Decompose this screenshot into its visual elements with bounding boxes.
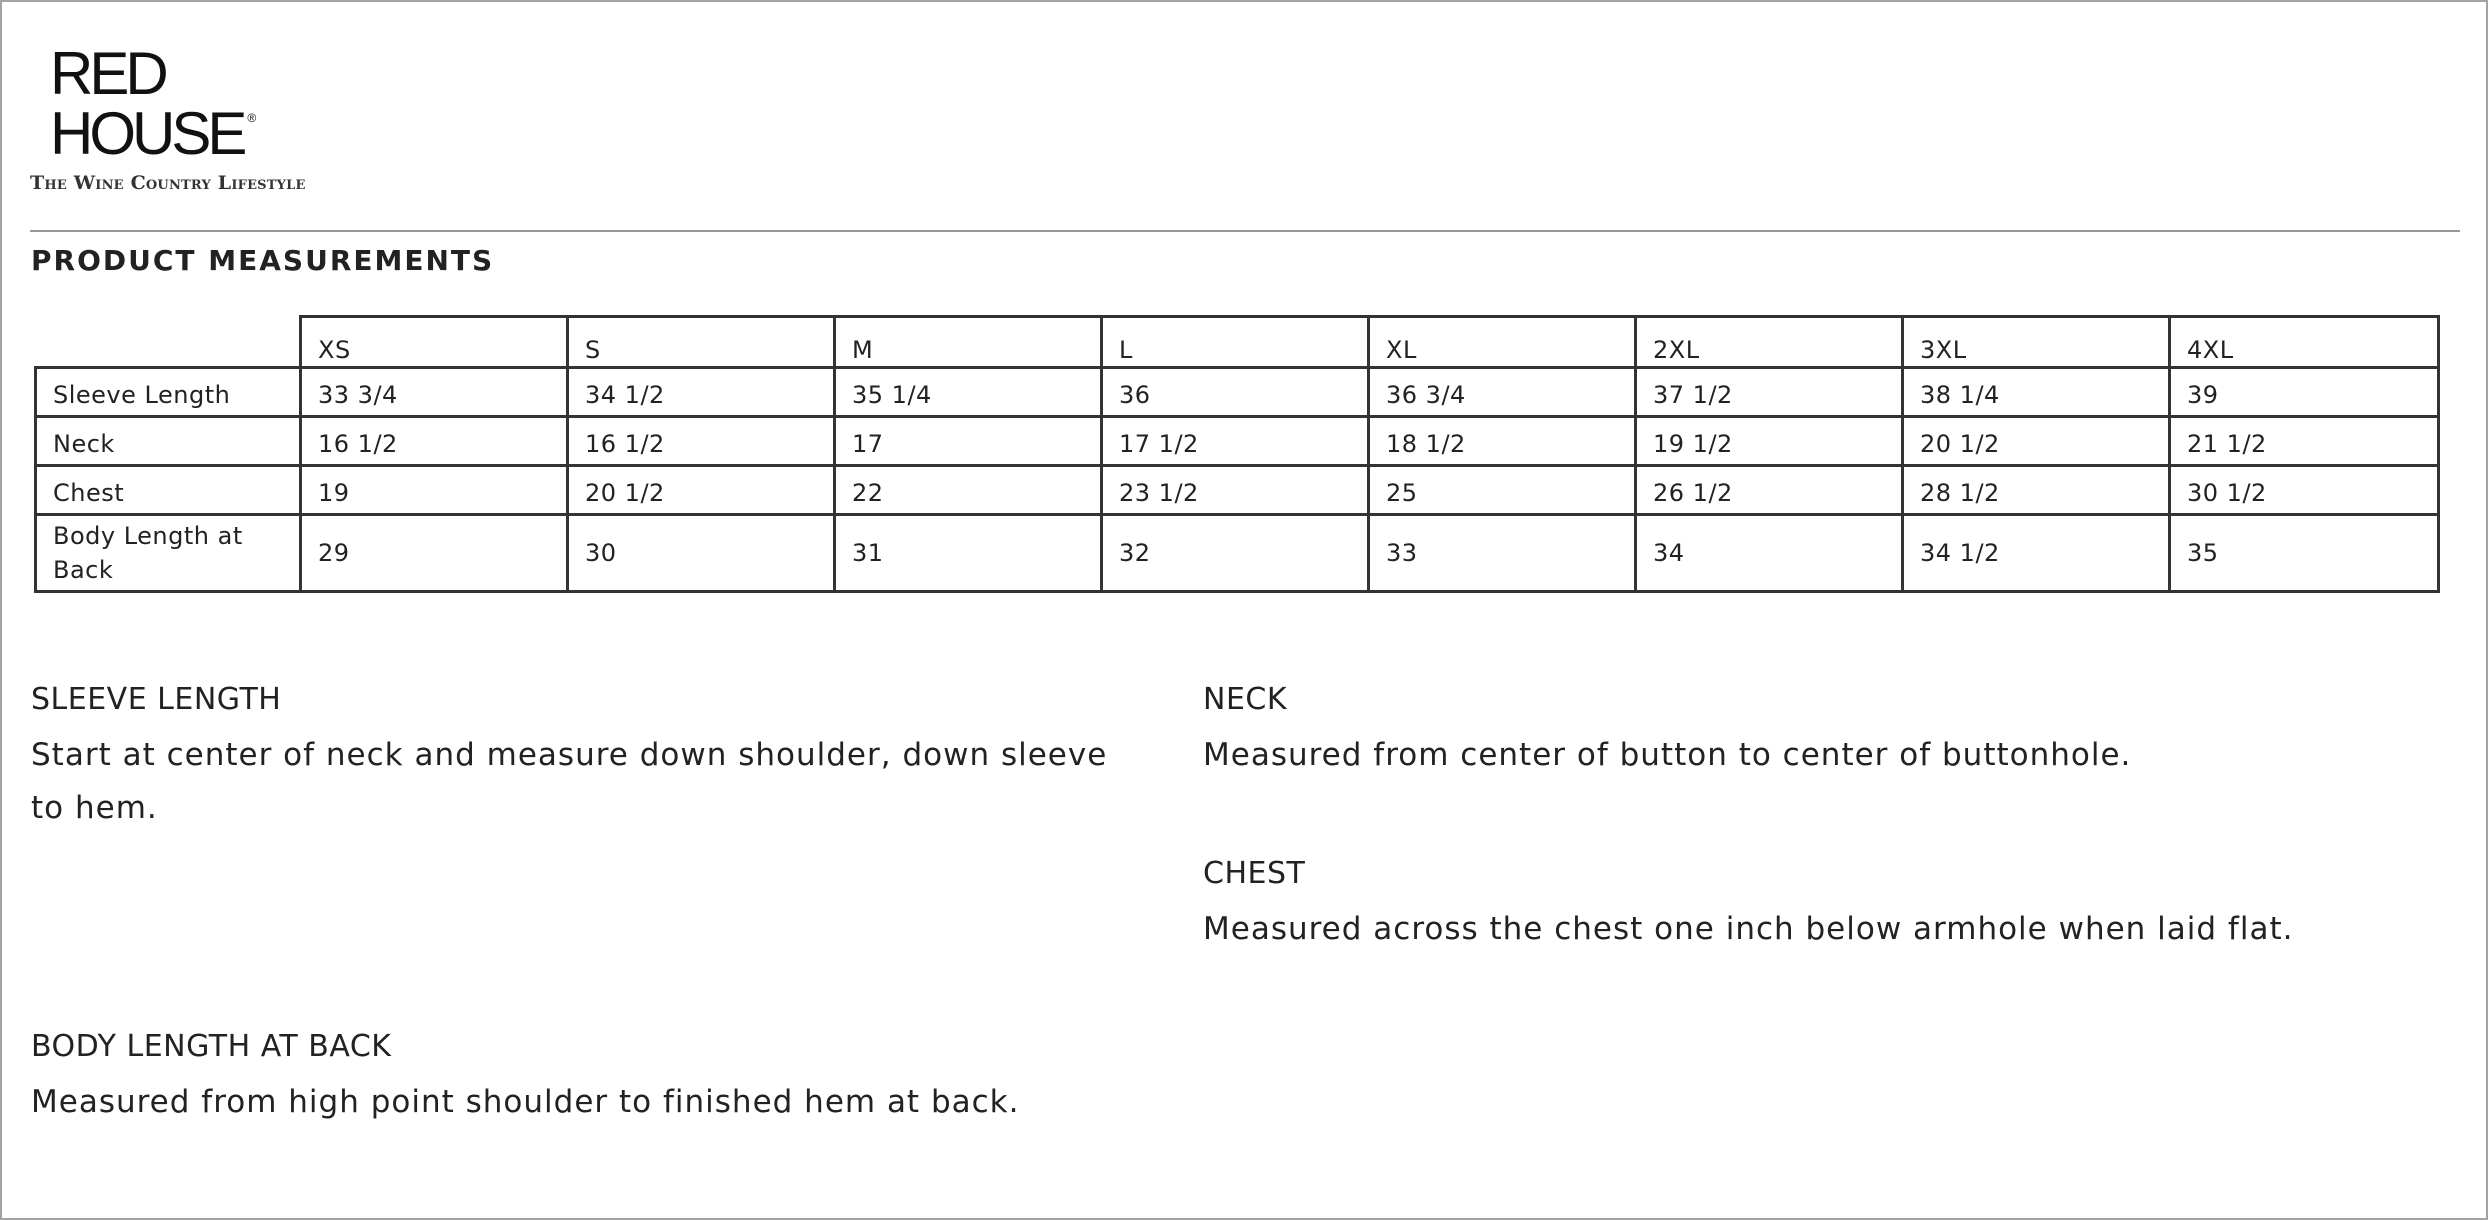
table-cell: 17 1/2: [1102, 417, 1369, 466]
table-cell: 30 1/2: [2170, 466, 2439, 515]
body-length-description: Measured from high point shoulder to finished hem at back.: [31, 1084, 1020, 1120]
table-row: [36, 466, 2439, 515]
table-cell: 37 1/2: [1636, 368, 1903, 417]
table-cell: 20 1/2: [568, 466, 835, 515]
size-header: M: [835, 317, 1102, 368]
table-cell: 20 1/2: [1903, 417, 2170, 466]
row-label: Body Length at Back: [36, 515, 301, 592]
table-cell: 23 1/2: [1102, 466, 1369, 515]
table-cell: 25: [1369, 466, 1636, 515]
table-cell: 35: [2170, 515, 2439, 592]
table-header-row: [36, 317, 2439, 368]
table-cell: 34: [1636, 515, 1903, 592]
size-header: XS: [301, 317, 568, 368]
table-cell: 32: [1102, 515, 1369, 592]
table-cell: 35 1/4: [835, 368, 1102, 417]
table-cell: 36 3/4: [1369, 368, 1636, 417]
table-row: [36, 417, 2439, 466]
row-label: Chest: [36, 466, 301, 515]
table-cell: 21 1/2: [2170, 417, 2439, 466]
table-cell: 33: [1369, 515, 1636, 592]
size-header: S: [568, 317, 835, 368]
registered-mark: ®: [247, 111, 257, 125]
table-cell: 22: [835, 466, 1102, 515]
sleeve-length-heading: SLEEVE LENGTH: [31, 682, 282, 717]
table-row: [36, 368, 2439, 417]
table-cell: 34 1/2: [1903, 515, 2170, 592]
neck-description: Measured from center of button to center of buttonhole.: [1203, 737, 2132, 773]
size-header: 4XL: [2170, 317, 2439, 368]
size-header: XL: [1369, 317, 1636, 368]
logo-tagline: The Wine Country Lifestyle: [30, 172, 306, 194]
table-corner-cell: [36, 317, 301, 368]
table-cell: 17: [835, 417, 1102, 466]
table-cell: 19 1/2: [1636, 417, 1903, 466]
chest-heading: CHEST: [1203, 856, 1306, 891]
table-cell: 16 1/2: [301, 417, 568, 466]
sleeve-length-description: Start at center of neck and measure down shoulder, down sleeve to hem.: [31, 737, 1108, 826]
table-cell: 16 1/2: [568, 417, 835, 466]
chest-description: Measured across the chest one inch below armhole when laid flat.: [1203, 911, 2294, 947]
table-cell: 33 3/4: [301, 368, 568, 417]
table-cell: 39: [2170, 368, 2439, 417]
table-cell: 26 1/2: [1636, 466, 1903, 515]
size-header: 3XL: [1903, 317, 2170, 368]
table-cell: 30: [568, 515, 835, 592]
table-cell: 28 1/2: [1903, 466, 2170, 515]
table-cell: 34 1/2: [568, 368, 835, 417]
size-header: 2XL: [1636, 317, 1903, 368]
table-cell: 36: [1102, 368, 1369, 417]
measurements-table: [34, 315, 2440, 593]
header-divider: [30, 230, 2460, 232]
table-cell: 31: [835, 515, 1102, 592]
table-cell: 29: [301, 515, 568, 592]
section-title: PRODUCT MEASUREMENTS: [31, 244, 495, 277]
row-label: Neck: [36, 417, 301, 466]
table-cell: 18 1/2: [1369, 417, 1636, 466]
red-house-logo: [30, 40, 370, 194]
body-length-heading: BODY LENGTH AT BACK: [31, 1029, 392, 1064]
table-cell: 38 1/4: [1903, 368, 2170, 417]
size-header: L: [1102, 317, 1369, 368]
neck-heading: NECK: [1203, 682, 1288, 717]
table-cell: 19: [301, 466, 568, 515]
logo-name: RED HOUSE: [50, 40, 244, 167]
table-row: [36, 515, 2439, 592]
row-label: Sleeve Length: [36, 368, 301, 417]
